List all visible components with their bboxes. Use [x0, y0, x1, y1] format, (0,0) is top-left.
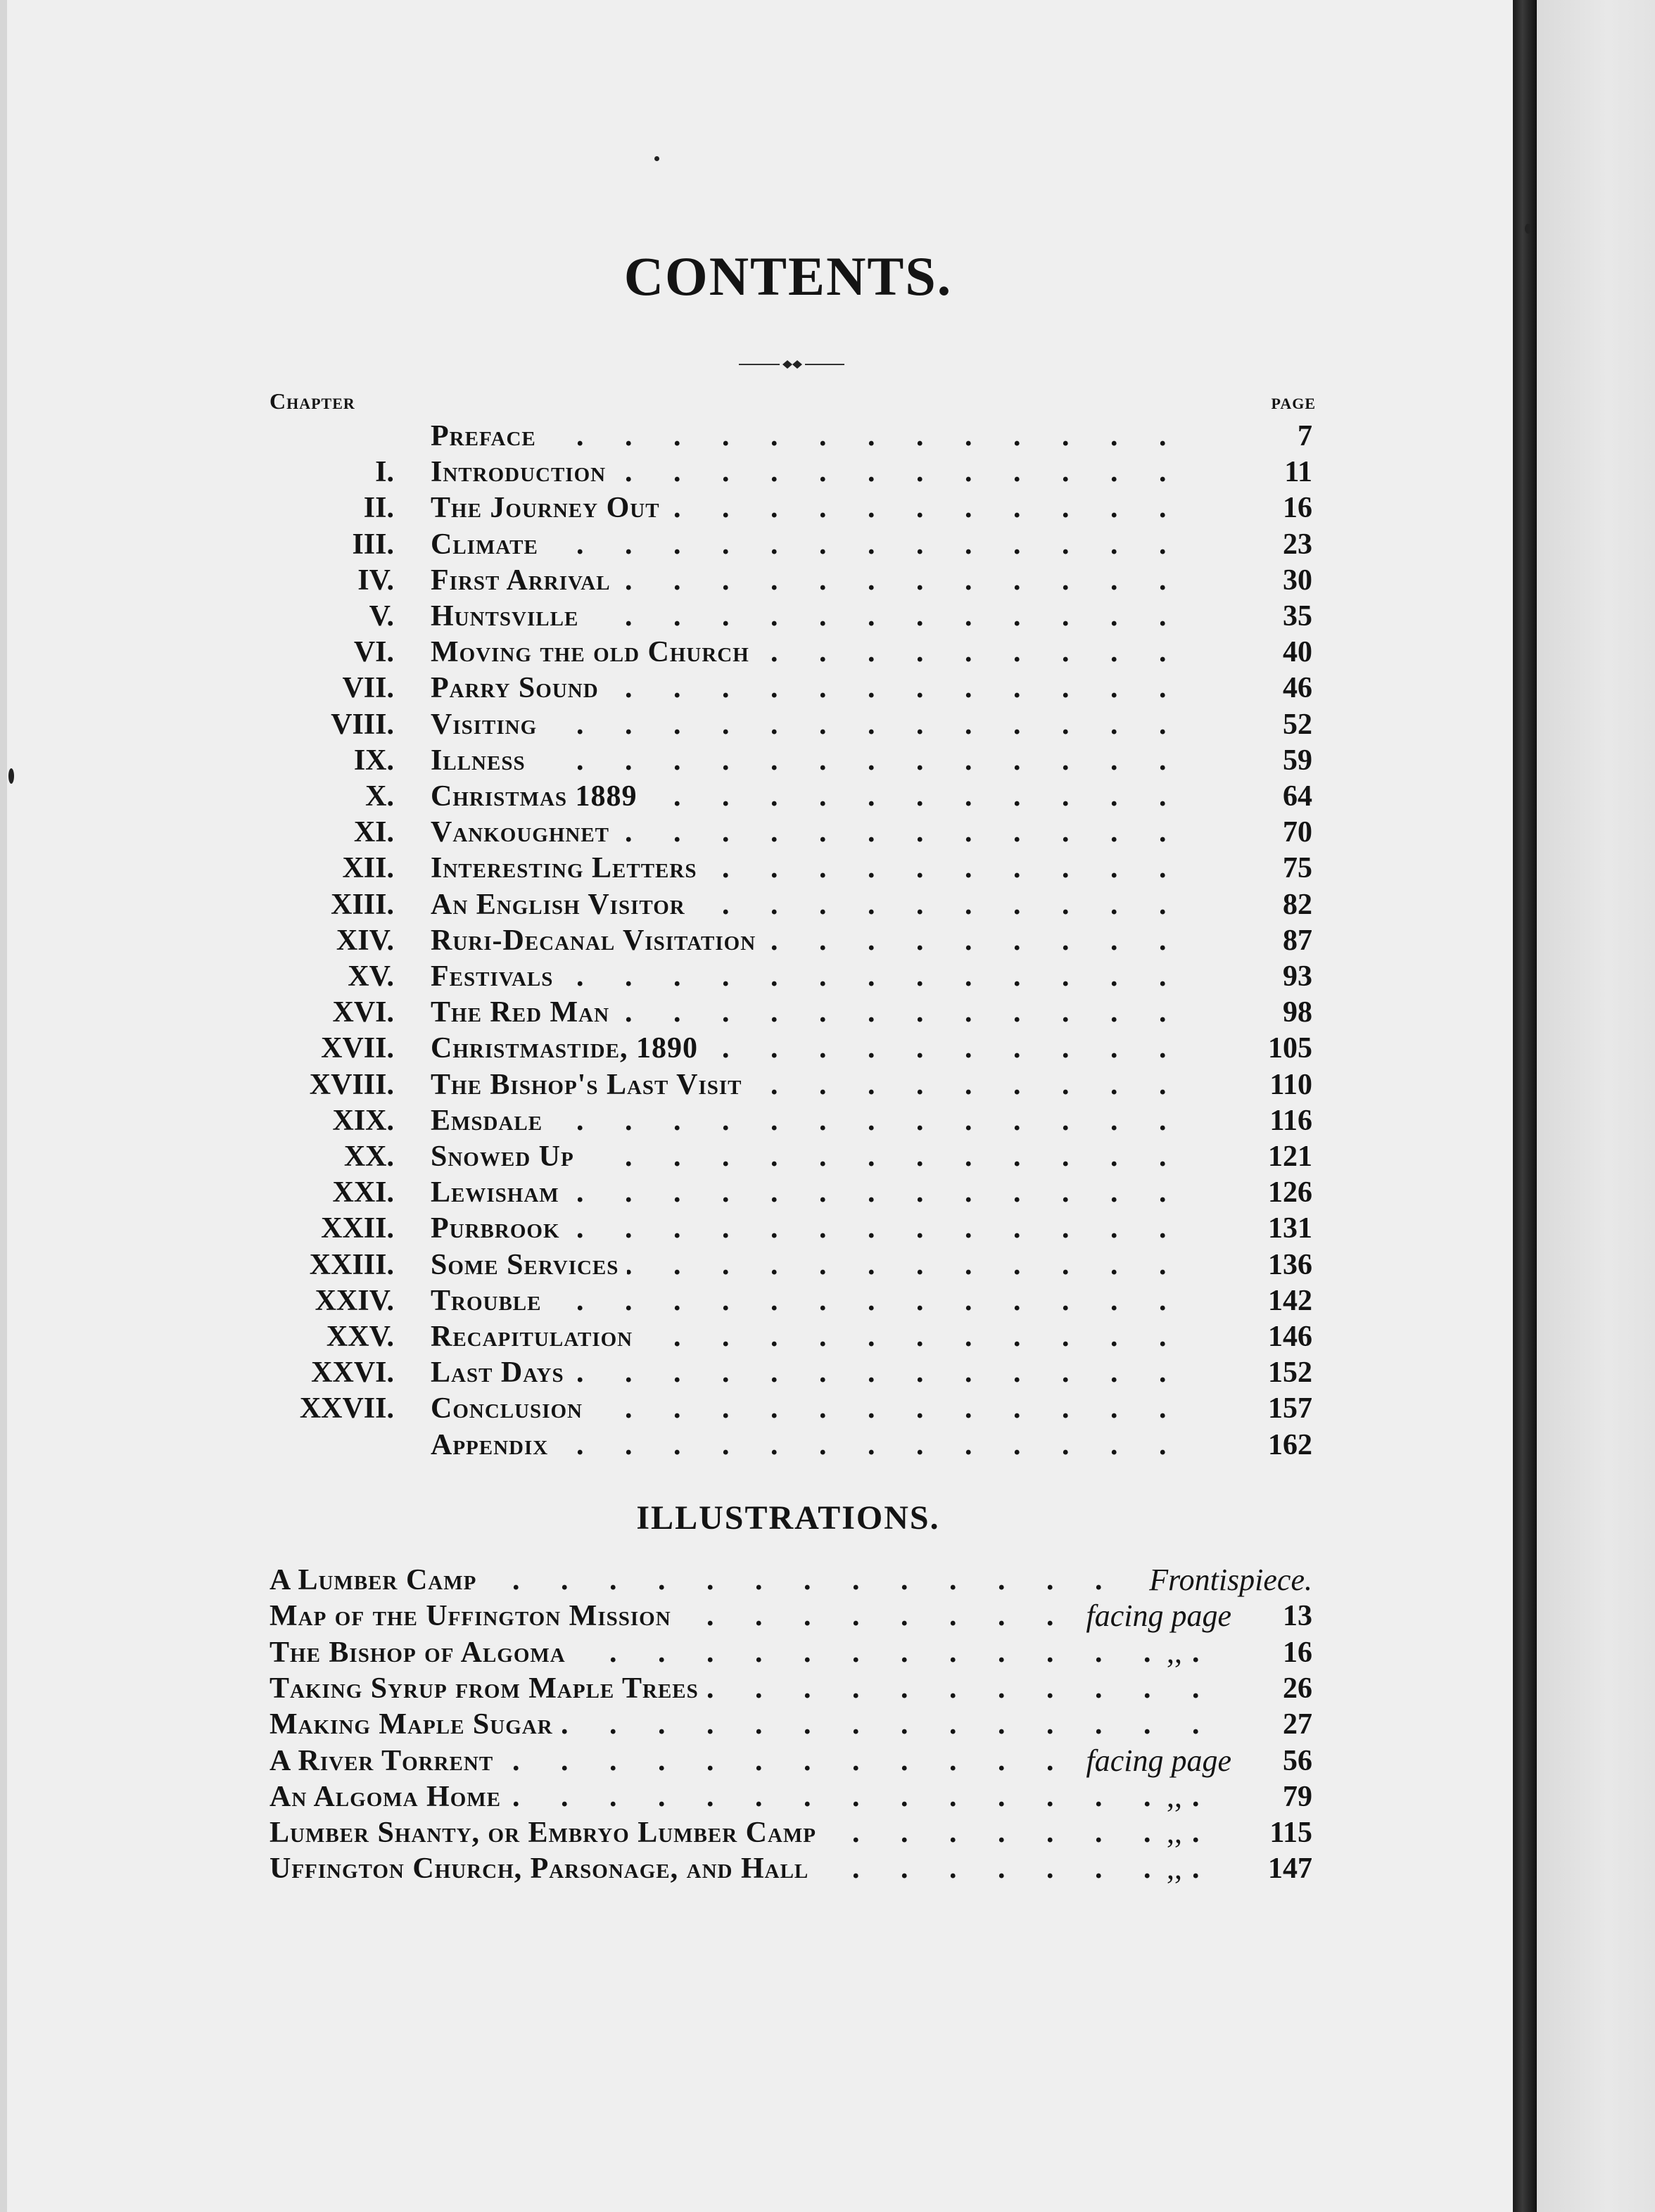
chapter-row: [0, 958, 1513, 995]
chapter-title-leader: [431, 1174, 1182, 1211]
chapter-number: XXI.: [332, 1176, 394, 1209]
contents-heading: CONTENTS.: [623, 246, 953, 307]
illustration-title: Uffington Church, Parsonage, and Hall: [270, 1852, 817, 1885]
book-spine-shadow: [1513, 0, 1537, 2212]
chapter-row: [0, 922, 1513, 959]
chapter-page: 121: [1268, 1140, 1312, 1173]
chapter-row: [0, 1067, 1513, 1103]
chapter-number: XXIV.: [315, 1284, 394, 1317]
chapter-row: [0, 634, 1513, 670]
chapter-title: Preface: [431, 420, 545, 452]
chapter-title-leader: [431, 1102, 1182, 1139]
chapter-row: [0, 778, 1513, 815]
chapter-number: XX.: [343, 1140, 394, 1173]
illustration-title-leader: [270, 1850, 1210, 1887]
chapter-page: 162: [1268, 1428, 1312, 1461]
chapter-page: 98: [1283, 996, 1312, 1029]
illustration-title-leader: [270, 1562, 1210, 1598]
chapter-title-leader: [431, 526, 1182, 563]
chapter-page: 116: [1269, 1104, 1312, 1137]
illustration-reference: facing page: [1077, 1743, 1231, 1779]
illustration-row: [0, 1743, 1513, 1779]
illustration-title: Making Maple Sugar: [270, 1708, 562, 1741]
chapter-title: Festivals: [431, 960, 562, 993]
illustration-row: [0, 1670, 1513, 1707]
chapter-number: X.: [365, 780, 394, 813]
chapter-row: [0, 1030, 1513, 1067]
chapter-number: XV.: [348, 960, 394, 993]
chapter-page: 40: [1283, 636, 1312, 669]
chapter-title: Huntsville: [431, 600, 587, 633]
chapter-page: 126: [1268, 1176, 1312, 1209]
chapter-number: XIV.: [336, 924, 394, 957]
chapter-title-leader: [431, 1247, 1182, 1283]
chapter-title-leader: [431, 490, 1182, 526]
chapter-title: Christmas 1889: [431, 780, 646, 813]
chapter-title-leader: [431, 634, 1182, 670]
chapter-page: 30: [1283, 564, 1312, 597]
illustration-row: [0, 1814, 1513, 1851]
illustration-reference: Frontispiece.: [1141, 1562, 1312, 1598]
chapter-row: [0, 1138, 1513, 1175]
chapter-number: XXVI.: [311, 1356, 394, 1390]
chapter-page: 59: [1283, 744, 1312, 777]
chapter-title: Purbrook: [431, 1212, 569, 1245]
illustration-title: The Bishop of Algoma: [270, 1636, 574, 1669]
chapter-number: XVII.: [321, 1032, 394, 1065]
chapter-title-leader: [431, 418, 1182, 455]
chapter-title: Climate: [431, 528, 547, 561]
chapter-row: [0, 418, 1513, 455]
chapter-title: Appendix: [431, 1429, 557, 1461]
chapter-number: XII.: [342, 852, 394, 885]
chapter-title-leader: [431, 742, 1182, 779]
chapter-number: IX.: [353, 744, 394, 777]
chapter-title: The Journey Out: [431, 492, 668, 524]
chapter-row: [0, 886, 1513, 923]
chapter-page: 64: [1283, 780, 1312, 813]
chapter-row: [0, 562, 1513, 599]
chapter-row: [0, 1102, 1513, 1139]
chapter-row: [0, 814, 1513, 851]
chapter-page: 52: [1283, 708, 1312, 741]
chapter-title: Conclusion: [431, 1392, 591, 1425]
illustration-page: 26: [1283, 1672, 1312, 1705]
chapter-title: Recapitulation: [431, 1321, 641, 1353]
chapter-title-leader: [431, 1354, 1182, 1391]
chapter-page: 136: [1268, 1248, 1312, 1281]
chapter-page: 16: [1283, 492, 1312, 525]
chapter-title-leader: [431, 1138, 1182, 1175]
chapter-title-leader: [431, 1030, 1182, 1067]
chapter-number: XIX.: [332, 1104, 394, 1137]
illustration-title: A Lumber Camp: [270, 1564, 485, 1596]
chapter-row: [0, 994, 1513, 1031]
chapter-title-leader: [431, 1210, 1182, 1247]
illustration-reference: ,,: [1158, 1779, 1182, 1815]
chapter-page: 35: [1283, 600, 1312, 633]
chapter-title-leader: [431, 598, 1182, 635]
chapter-title-leader: [431, 958, 1182, 995]
chapter-number: VII.: [342, 672, 394, 705]
illustration-page: 16: [1283, 1636, 1312, 1669]
illustration-reference: ,,: [1158, 1634, 1182, 1671]
chapter-page: 110: [1269, 1068, 1312, 1101]
chapter-row: [0, 490, 1513, 526]
chapter-row: [0, 1390, 1513, 1427]
illustration-reference: ,,: [1158, 1814, 1182, 1851]
chapter-number: IV.: [357, 564, 394, 597]
chapter-title: Christmastide, 1890: [431, 1032, 706, 1064]
chapter-title: The Red Man: [431, 996, 618, 1029]
chapter-title: The Bishop's Last Visit: [431, 1069, 751, 1101]
chapter-number: I.: [375, 456, 394, 489]
chapter-title: First Arrival: [431, 564, 619, 597]
chapter-title-leader: [431, 1067, 1182, 1103]
chapter-title-leader: [431, 994, 1182, 1031]
illustration-title: Lumber Shanty, or Embryo Lumber Camp: [270, 1817, 825, 1849]
chapter-title: Lewisham: [431, 1176, 568, 1209]
chapter-page: 87: [1283, 924, 1312, 957]
illustration-title-leader: [270, 1598, 1210, 1634]
chapter-row: [0, 1354, 1513, 1391]
chapter-title-leader: [431, 814, 1182, 851]
chapter-number: XI.: [353, 816, 394, 849]
chapter-row: [0, 1283, 1513, 1319]
chapter-title: Visiting: [431, 708, 545, 741]
chapter-title: An English Visitor: [431, 889, 694, 921]
chapter-title: Snowed Up: [431, 1140, 583, 1173]
illustration-reference: facing page: [1077, 1598, 1231, 1634]
chapter-page: 142: [1268, 1284, 1312, 1317]
illustration-row: [0, 1706, 1513, 1743]
illustration-page: 27: [1283, 1708, 1312, 1741]
illustration-reference: ,,: [1158, 1850, 1182, 1887]
chapter-title-leader: [431, 1390, 1182, 1427]
chapter-title: Interesting Letters: [431, 852, 705, 884]
chapter-title: Last Days: [431, 1356, 573, 1389]
chapter-row: [0, 1318, 1513, 1355]
chapter-row: [0, 1427, 1513, 1463]
illustration-page: 79: [1283, 1780, 1312, 1813]
chapter-title-leader: [431, 1283, 1182, 1319]
chapter-row: [0, 742, 1513, 779]
chapter-number: XVIII.: [309, 1068, 394, 1101]
chapter-page: 152: [1268, 1356, 1312, 1390]
illustration-title-leader: [270, 1743, 1210, 1779]
chapter-number: VIII.: [331, 708, 394, 741]
chapter-title-leader: [431, 454, 1182, 490]
chapter-title-leader: [431, 670, 1182, 706]
chapter-page: 7: [1298, 420, 1312, 452]
illustration-title: A River Torrent: [270, 1745, 502, 1777]
chapter-page: 157: [1268, 1392, 1312, 1425]
chapter-row: [0, 706, 1513, 743]
chapter-title: Moving the old Church: [431, 636, 758, 668]
chapter-page: 23: [1283, 528, 1312, 561]
ink-speck: [1525, 224, 1531, 234]
illustrations-heading: ILLUSTRATIONS.: [636, 1499, 940, 1537]
illustration-page: 13: [1283, 1600, 1312, 1633]
illustration-page: 115: [1269, 1817, 1312, 1850]
illustration-page: 56: [1283, 1744, 1312, 1777]
chapter-title: Introduction: [431, 456, 614, 488]
illustration-page: 147: [1268, 1852, 1312, 1886]
illustration-title-leader: [270, 1706, 1210, 1743]
chapter-title-leader: [431, 1427, 1182, 1463]
chapter-number: XXIII.: [309, 1248, 394, 1281]
ornament-divider: [739, 357, 844, 371]
chapter-number: V.: [369, 600, 394, 633]
chapter-title: Parry Sound: [431, 672, 607, 704]
chapter-title: Vankoughnet: [431, 816, 618, 848]
chapter-number: XIII.: [331, 888, 394, 921]
illustration-title-leader: [270, 1779, 1210, 1815]
chapter-title-leader: [431, 886, 1182, 923]
chapter-page: 11: [1284, 456, 1312, 489]
chapter-title-leader: [431, 850, 1182, 886]
chapter-number: XXII.: [321, 1212, 394, 1245]
ink-speck: [8, 768, 14, 784]
illustration-title: Map of the Uffington Mission: [270, 1600, 680, 1632]
chapter-page: 46: [1283, 672, 1312, 705]
chapter-title: Trouble: [431, 1285, 550, 1317]
chapter-page: 70: [1283, 816, 1312, 849]
chapter-number: III.: [352, 528, 394, 561]
page-column-header: page: [1271, 388, 1316, 414]
chapter-page: 75: [1283, 852, 1312, 885]
illustration-title: Taking Syrup from Maple Trees: [270, 1672, 707, 1705]
chapter-number: XVI.: [332, 996, 394, 1029]
illustration-row: [0, 1779, 1513, 1815]
chapter-row: [0, 454, 1513, 490]
illustration-title-leader: [270, 1670, 1210, 1707]
chapter-number: II.: [363, 492, 394, 525]
chapter-page: 146: [1268, 1321, 1312, 1353]
chapter-row: [0, 850, 1513, 886]
chapter-row: [0, 670, 1513, 706]
chapter-row: [0, 1247, 1513, 1283]
chapter-title: Emsdale: [431, 1105, 551, 1137]
chapter-number: XXVII.: [299, 1392, 394, 1425]
chapter-row: [0, 1174, 1513, 1211]
chapter-page: 93: [1283, 960, 1312, 993]
chapter-title: Some Services: [431, 1249, 627, 1281]
chapter-title-leader: [431, 562, 1182, 599]
chapter-title: Ruri-Decanal Visitation: [431, 924, 764, 957]
illustration-title-leader: [270, 1634, 1210, 1671]
illustration-row: [0, 1634, 1513, 1671]
book-edge: [1537, 0, 1655, 2212]
chapter-row: [0, 1210, 1513, 1247]
illustration-title-leader: [270, 1814, 1210, 1851]
chapter-row: [0, 598, 1513, 635]
chapter-title: Illness: [431, 744, 534, 777]
chapter-row: [0, 526, 1513, 563]
illustration-title: An Algoma Home: [270, 1781, 509, 1813]
chapter-page: 131: [1268, 1212, 1312, 1245]
chapter-title-leader: [431, 922, 1182, 959]
ink-speck: [654, 156, 659, 161]
chapter-page: 82: [1283, 888, 1312, 921]
chapter-number: VI.: [353, 636, 394, 669]
chapter-title-leader: [431, 1318, 1182, 1355]
illustration-row: [0, 1598, 1513, 1634]
chapter-title-leader: [431, 706, 1182, 743]
chapter-title-leader: [431, 778, 1182, 815]
chapter-page: 105: [1268, 1032, 1312, 1065]
illustration-row: [0, 1562, 1513, 1598]
chapter-column-header: Chapter: [270, 388, 355, 414]
illustration-row: [0, 1850, 1513, 1887]
chapter-number: XXV.: [326, 1321, 394, 1353]
